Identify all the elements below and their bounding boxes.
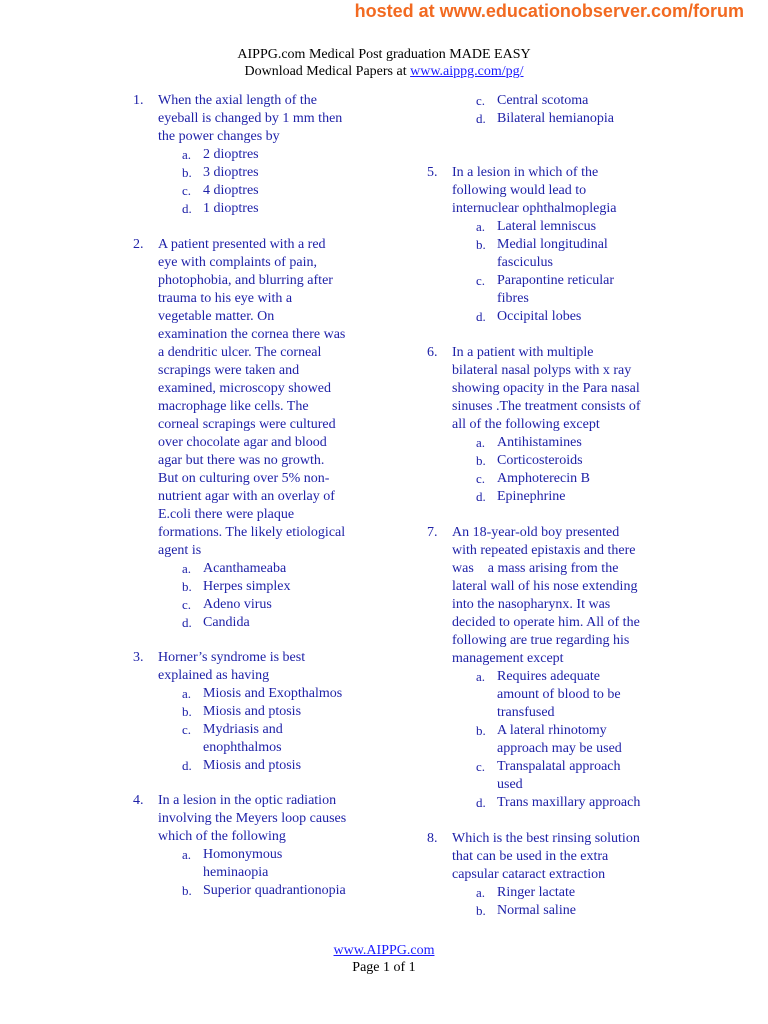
option-item [158,164,369,182]
option-item [158,596,369,614]
question-line: bilateral nasal polyps with x ray [452,363,632,378]
question-line: internuclear ophthalmoplegia [452,201,617,216]
question-6 [427,344,667,506]
question-line: which of the following [158,829,286,844]
option-item [158,721,369,757]
page-footer [0,942,768,976]
question-line: trauma to his eye with a [158,291,293,306]
question-line: was a mass arising from the [452,561,619,576]
option-list [452,218,667,326]
right-column [427,92,667,920]
option-letter: d. [182,201,192,216]
question-line: agar but there was no growth. [158,453,325,468]
option-list [452,434,667,506]
question-line: Horner’s syndrome is best [158,650,306,665]
option-item [476,92,667,110]
option-line: Parapontine reticular [497,273,615,288]
option-line: Candida [203,615,250,630]
question-line: corneal scrapings were cultured [158,417,336,432]
option-line: Ringer lactate [497,885,576,900]
spacer [427,812,667,830]
option-item [452,722,667,758]
option-list [158,146,369,218]
question-number: 5. [427,165,438,180]
option-letter: a. [476,435,486,450]
option-letter: b. [182,165,192,180]
question-text [158,92,369,146]
option-item [452,668,667,722]
option-line: Corticosteroids [497,453,583,468]
option-letter: d. [182,758,192,773]
option-line: Requires adequate [497,669,601,684]
download-link[interactable]: www.aippg.com/pg/ [410,64,524,79]
question-number: 6. [427,345,438,360]
question-line: following would lead to [452,183,587,198]
option-letter: a. [476,669,486,684]
option-letter: c. [476,273,486,288]
question-line: showing opacity in the Para nasal [452,381,640,396]
option-line: fasciculus [497,255,553,270]
option-line: Miosis and Exopthalmos [203,686,343,701]
question-text [452,164,667,218]
question-line: agent is [158,543,202,558]
question-line: Which is the best rinsing solution [452,831,640,846]
question-text [158,792,369,846]
option-item [158,578,369,596]
spacer [133,775,369,792]
option-letter: c. [182,597,192,612]
option-letter: d. [476,111,486,126]
question-number: 7. [427,525,438,540]
option-letter: a. [182,561,192,576]
forum-banner[interactable]: hosted at www.educationobserver.com/forum [354,1,744,21]
question-4 [133,792,369,900]
option-line: Occipital lobes [497,309,582,324]
option-item [452,218,667,236]
option-line: Epinephrine [497,489,566,504]
question-line: lateral wall of his nose extending [452,579,638,594]
question-line: A patient presented with a red [158,237,326,252]
option-letter: d. [476,489,486,504]
option-letter: c. [476,471,486,486]
spacer [427,326,667,344]
option-letter: c. [476,759,486,774]
question-text [452,830,667,884]
question-line: In a lesion in which of the [452,165,599,180]
option-letter: d. [182,615,192,630]
question-line: examination the cornea there was [158,327,346,342]
option-line: Homonymous [203,847,283,862]
question-line: But on culturing over 5% non- [158,471,330,486]
spacer [427,128,667,146]
question-line: the power changes by [158,129,280,144]
question-2 [133,236,369,632]
question-3 [133,649,369,775]
option-item [452,452,667,470]
option-item [452,902,667,920]
question-4-continued-options [427,92,667,128]
question-line: with repeated epistaxis and there [452,543,636,558]
question-1 [133,92,369,218]
option-item [158,200,369,218]
option-line: Transpalatal approach [497,759,621,774]
option-item [452,884,667,902]
question-5 [427,164,667,326]
footer-link[interactable]: www.AIPPG.com [333,943,435,958]
question-line: scrapings were taken and [158,363,300,378]
option-list [452,884,667,920]
option-item [452,794,667,812]
option-line: 2 dioptres [203,147,259,162]
option-item [158,703,369,721]
option-item [452,470,667,488]
option-letter: b. [182,883,192,898]
option-line: 3 dioptres [203,165,259,180]
option-line: Mydriasis and [203,722,283,737]
option-line: amount of blood to be [497,687,621,702]
page-title: AIPPG.com Medical Post graduation MADE EASY [237,47,531,62]
question-line: decided to operate him. All of the [452,615,640,630]
question-line: management except [452,651,564,666]
option-letter: c. [182,722,192,737]
question-line: photophobia, and blurring after [158,273,333,288]
option-list [158,846,369,900]
option-letter: c. [182,183,192,198]
option-line: Adeno virus [203,597,272,612]
question-number: 2. [133,237,144,252]
option-item [452,434,667,452]
option-letter: a. [182,686,192,701]
option-line: used [497,777,523,792]
question-line: An 18-year-old boy presented [452,525,620,540]
option-letter: b. [476,237,486,252]
question-text [158,649,369,685]
question-line: following are true regarding his [452,633,630,648]
download-line [0,63,768,80]
question-line: macrophage like cells. The [158,399,309,414]
option-line: enophthalmos [203,740,282,755]
option-line: Herpes simplex [203,579,291,594]
page-number: Page 1 of 1 [352,960,416,975]
spacer [427,506,667,524]
option-letter: a. [476,885,486,900]
option-line: Central scotoma [497,93,589,108]
question-line: E.coli there were plaque [158,507,295,522]
spacer [427,146,667,164]
option-line: Bilateral hemianopia [497,111,615,126]
spacer [133,218,369,236]
question-line: In a patient with multiple [452,345,594,360]
option-line: Miosis and ptosis [203,758,302,773]
option-list [158,560,369,632]
option-item [452,272,667,308]
option-item [476,110,667,128]
option-line: transfused [497,705,555,720]
option-line: Normal saline [497,903,576,918]
option-item [452,488,667,506]
option-item [158,757,369,775]
option-line: Antihistamines [497,435,582,450]
question-line: formations. The likely etiological [158,525,346,540]
option-letter: d. [476,309,486,324]
option-item [452,758,667,794]
question-text [158,236,369,560]
option-letter: c. [476,93,486,108]
question-number: 4. [133,793,144,808]
question-line: involving the Meyers loop causes [158,811,347,826]
question-line: over chocolate agar and blood [158,435,327,450]
question-number: 8. [427,831,438,846]
question-line: nutrient agar with an overlay of [158,489,335,504]
option-line: A lateral rhinotomy [497,723,607,738]
option-line: Lateral lemniscus [497,219,597,234]
option-line: Amphoterecin B [497,471,590,486]
option-item [158,882,369,900]
option-letter: b. [182,579,192,594]
question-line: that can be used in the extra [452,849,609,864]
option-line: approach may be used [497,741,622,756]
question-line: eye with complaints of pain, [158,255,318,270]
option-item [158,560,369,578]
question-line: sinuses .The treatment consists of [452,399,641,414]
question-number: 1. [133,93,144,108]
option-item [158,182,369,200]
question-number: 3. [133,650,144,665]
question-line: explained as having [158,668,270,683]
question-line: examined, microscopy showed [158,381,332,396]
question-line: eyeball is changed by 1 mm then [158,111,343,126]
option-list [452,668,667,812]
option-letter: b. [476,453,486,468]
question-text [452,524,667,668]
download-text: Download Medical Papers at [244,64,411,79]
option-item [452,308,667,326]
option-letter: d. [476,795,486,810]
question-line: all of the following except [452,417,600,432]
option-letter: a. [182,147,192,162]
option-letter: b. [182,704,192,719]
option-item [452,236,667,272]
option-line: Acanthameaba [203,561,287,576]
option-item [158,846,369,882]
question-line: a dendritic ulcer. The corneal [158,345,322,360]
question-8 [427,830,667,920]
question-line: into the nasopharynx. It was [452,597,611,612]
left-column [133,92,369,900]
option-item [158,146,369,164]
question-line: When the axial length of the [158,93,317,108]
question-line: capsular cataract extraction [452,867,606,882]
option-line: fibres [497,291,529,306]
option-line: 4 dioptres [203,183,259,198]
option-letter: b. [476,723,486,738]
option-line: Miosis and ptosis [203,704,302,719]
option-item [158,685,369,703]
option-line: Superior quadrantionopia [203,883,346,898]
option-line: 1 dioptres [203,201,259,216]
question-line: vegetable matter. On [158,309,275,324]
option-line: Medial longitudinal [497,237,608,252]
option-letter: b. [476,903,486,918]
option-item [158,614,369,632]
page-header [0,46,768,80]
question-7 [427,524,667,812]
option-letter: a. [182,847,192,862]
option-list [158,685,369,775]
option-line: heminaopia [203,865,269,880]
question-line: In a lesion in the optic radiation [158,793,337,808]
question-text [452,344,667,434]
option-line: Trans maxillary approach [497,795,641,810]
option-letter: a. [476,219,486,234]
spacer [133,632,369,649]
